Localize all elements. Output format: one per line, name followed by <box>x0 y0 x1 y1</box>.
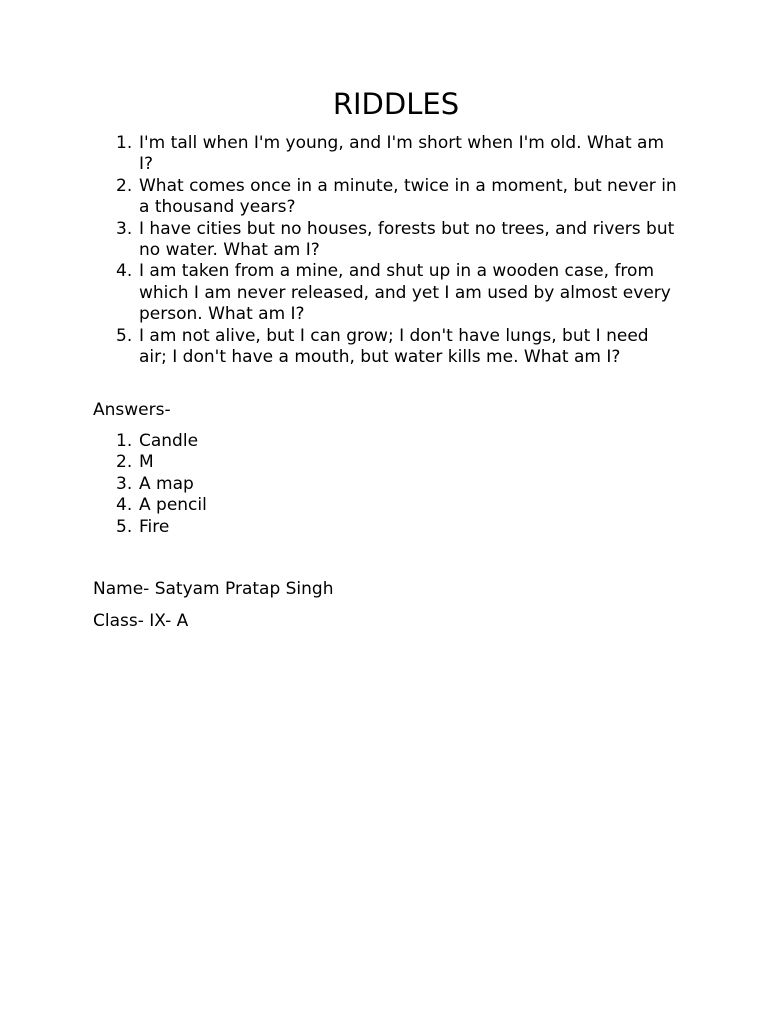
list-number: 1. <box>116 431 133 451</box>
list-number: 4. <box>116 495 133 516</box>
riddle-item <box>93 219 678 262</box>
riddle-item <box>93 176 678 219</box>
list-number: 2. <box>116 452 133 473</box>
answer-text: A pencil <box>139 495 207 516</box>
answer-item <box>93 495 493 516</box>
answers-list <box>93 431 493 538</box>
riddle-text: I am not alive, but I can grow; I don't have lungs, but I need air; I don't have a mouth, but water kills me. What am I? <box>139 325 649 368</box>
answer-item <box>93 452 493 473</box>
student-class: Class- IX- A <box>93 611 189 631</box>
list-number: 1. <box>116 133 133 153</box>
answer-item <box>93 517 493 538</box>
answer-item <box>93 431 493 452</box>
answer-text: Fire <box>139 516 170 537</box>
list-number: 2. <box>116 175 133 196</box>
riddles-list <box>93 133 678 368</box>
riddle-text: I'm tall when I'm young, and I'm short when I'm old. What am I? <box>139 133 665 175</box>
answer-text: M <box>139 452 154 473</box>
list-number: 3. <box>116 473 133 494</box>
list-number: 5. <box>116 516 133 537</box>
list-number: 3. <box>116 218 133 239</box>
answers-heading: Answers- <box>93 400 171 420</box>
list-number: 4. <box>116 261 133 282</box>
answer-text: A map <box>139 473 194 494</box>
riddle-text: I am taken from a mine, and shut up in a wooden case, from which I am never released, and yet I am used by almost every person. What am I? <box>139 261 671 325</box>
answer-item <box>93 474 493 495</box>
riddle-text: What comes once in a minute, twice in a moment, but never in a thousand years? <box>139 175 677 218</box>
answer-text: Candle <box>139 431 199 451</box>
riddle-item <box>93 133 678 176</box>
page-title: RIDDLES <box>332 87 460 121</box>
riddle-text: I have cities but no houses, forests but no trees, and rivers but no water. What am I? <box>139 218 675 261</box>
riddle-item <box>93 261 678 325</box>
riddle-item <box>93 326 678 369</box>
list-number: 5. <box>116 325 133 346</box>
student-name: Name- Satyam Pratap Singh <box>93 579 334 599</box>
